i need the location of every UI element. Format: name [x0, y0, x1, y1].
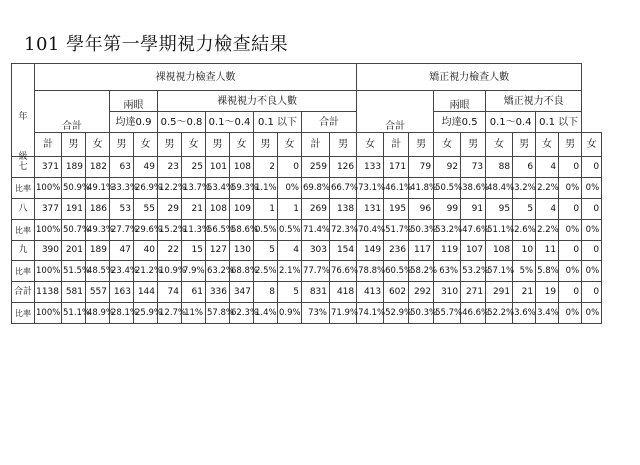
table-cell: 0	[559, 241, 582, 261]
table-cell: 189	[62, 157, 86, 178]
table-cell: 52.9%	[384, 303, 409, 324]
table-cell: 101	[206, 157, 230, 178]
table-cell: 269	[302, 199, 330, 220]
female-header: 女	[582, 133, 602, 157]
table-cell: 149	[357, 241, 384, 261]
naked-threshold-header: 均達0.9	[110, 112, 158, 133]
table-row	[12, 261, 602, 282]
table-cell: 292	[409, 282, 434, 303]
table-cell: 63	[110, 157, 134, 178]
table-cell: 77.7%	[302, 261, 330, 282]
table-cell: 138	[330, 199, 357, 220]
table-cell: 413	[357, 282, 384, 303]
table-cell: 55	[134, 199, 158, 220]
table-cell: 108	[230, 157, 254, 178]
table-cell: 1138	[35, 282, 62, 303]
table-row	[12, 220, 602, 241]
vision-results-table	[11, 63, 602, 324]
table-cell: 60.5%	[384, 261, 409, 282]
table-cell: 46.6%	[461, 303, 486, 324]
total-count-header: 計	[302, 133, 330, 157]
table-cell: 50.3%	[409, 220, 434, 241]
table-cell: 41.8%	[409, 178, 434, 199]
range-05-08-header: 0.5～0.8	[158, 112, 206, 133]
table-row	[12, 178, 602, 199]
table-cell: 336	[206, 282, 230, 303]
naked-total-header: 合計	[35, 91, 110, 133]
table-cell: 144	[134, 282, 158, 303]
table-cell: 33.3%	[110, 178, 134, 199]
table-cell: 5	[513, 199, 536, 220]
table-cell: 2.2%	[536, 178, 559, 199]
table-cell: 63.2%	[206, 261, 230, 282]
table-cell: 0%	[582, 220, 602, 241]
male-header: 男	[409, 133, 434, 157]
table-cell: 271	[461, 282, 486, 303]
table-cell: 4	[536, 199, 559, 220]
table-cell: 2.5%	[254, 261, 278, 282]
table-cell: 29	[158, 199, 182, 220]
table-cell: 11%	[182, 303, 206, 324]
female-header: 女	[536, 133, 559, 157]
table-cell: 1	[278, 199, 302, 220]
table-cell: 0%	[559, 303, 582, 324]
table-cell: 557	[86, 282, 110, 303]
corrected-range-below-01-header: 0.1 以下	[536, 112, 582, 133]
ratio-row-label: 比率	[12, 261, 35, 282]
grade-row-label: 八	[12, 199, 35, 220]
table-cell: 48.4%	[486, 178, 513, 199]
table-cell: 72.3%	[330, 220, 357, 241]
table-cell: 10.9%	[158, 261, 182, 282]
table-cell: 49.1%	[86, 178, 110, 199]
header-row-groups	[12, 64, 602, 91]
table-cell: 15.2%	[158, 220, 182, 241]
table-cell: 27.7%	[110, 220, 134, 241]
table-cell: 108	[206, 199, 230, 220]
table-cell: 55.7%	[434, 303, 461, 324]
table-cell: 74	[158, 282, 182, 303]
table-cell: 91	[461, 199, 486, 220]
naked-poor-header: 裸視視力不良人數	[158, 91, 357, 112]
table-cell: 25.9%	[134, 303, 158, 324]
table-cell: 1.1%	[254, 178, 278, 199]
table-cell: 2.6%	[513, 220, 536, 241]
table-cell: 236	[384, 241, 409, 261]
table-cell: 38.6%	[461, 178, 486, 199]
table-cell: 0%	[559, 261, 582, 282]
table-cell: 53.2%	[461, 261, 486, 282]
male-header: 男	[330, 133, 357, 157]
table-cell: 51.7%	[384, 220, 409, 241]
table-row	[12, 157, 602, 178]
table-cell: 61	[182, 282, 206, 303]
male-header: 男	[559, 133, 582, 157]
table-cell: 71.4%	[302, 220, 330, 241]
table-cell: 0	[559, 199, 582, 220]
table-cell: 23	[158, 157, 182, 178]
female-header: 女	[182, 133, 206, 157]
female-header: 女	[278, 133, 302, 157]
table-cell: 58.6%	[230, 220, 254, 241]
table-cell: 53	[110, 199, 134, 220]
table-cell: 21	[513, 282, 536, 303]
female-header: 女	[486, 133, 513, 157]
range-below-01-header: 0.1 以下	[254, 112, 302, 133]
table-row	[12, 241, 602, 261]
table-cell: 602	[384, 282, 409, 303]
corrected-poor-header: 矯正視力不良	[486, 91, 582, 112]
table-cell: 12.2%	[158, 178, 182, 199]
grade-row-label: 合計	[12, 282, 35, 303]
table-cell: 48.9%	[86, 303, 110, 324]
table-cell: 46.1%	[384, 178, 409, 199]
header-row-subgroups	[12, 91, 602, 112]
table-cell: 11	[536, 241, 559, 261]
table-cell: 0%	[559, 220, 582, 241]
table-cell: 0%	[559, 178, 582, 199]
table-cell: 259	[302, 157, 330, 178]
corrected-threshold-header: 均達0.5	[434, 112, 486, 133]
table-cell: 3.6%	[513, 303, 536, 324]
grade-header-bottom: 級	[18, 152, 28, 162]
table-cell: 49	[134, 157, 158, 178]
male-header: 男	[461, 133, 486, 157]
ratio-row-label: 比率	[12, 220, 35, 241]
table-cell: 117	[409, 241, 434, 261]
table-cell: 418	[330, 282, 357, 303]
corrected-range-01-04-header: 0.1～0.4	[486, 112, 536, 133]
table-cell: 201	[62, 241, 86, 261]
table-cell: 4	[536, 157, 559, 178]
table-cell: 56.5%	[206, 220, 230, 241]
table-cell: 95	[486, 199, 513, 220]
table-cell: 291	[486, 282, 513, 303]
table-cell: 62.3%	[230, 303, 254, 324]
table-cell: 69.8%	[302, 178, 330, 199]
table-cell: 88	[486, 157, 513, 178]
table-cell: 371	[35, 157, 62, 178]
table-cell: 0	[559, 282, 582, 303]
table-cell: 0.9%	[278, 303, 302, 324]
page-title: 101 學年第一學期視力檢查結果	[24, 34, 289, 55]
male-header: 男	[513, 133, 536, 157]
table-cell: 71.9%	[330, 303, 357, 324]
table-cell: 108	[486, 241, 513, 261]
table-cell: 109	[230, 199, 254, 220]
table-cell: 0%	[582, 303, 602, 324]
table-cell: 0%	[582, 261, 602, 282]
table-row	[12, 303, 602, 324]
table-cell: 74.1%	[357, 303, 384, 324]
table-cell: 303	[302, 241, 330, 261]
table-cell: 0	[559, 157, 582, 178]
table-cell: 73.1%	[357, 178, 384, 199]
table-cell: 29.6%	[134, 220, 158, 241]
table-cell: 79	[409, 157, 434, 178]
grade-header	[12, 64, 35, 162]
female-header: 女	[134, 133, 158, 157]
grade-header-top: 年	[18, 112, 28, 122]
female-header: 女	[230, 133, 254, 157]
male-header: 男	[62, 133, 86, 157]
table-cell: 73%	[302, 303, 330, 324]
table-cell: 12.7%	[158, 303, 182, 324]
grade-row-label: 九	[12, 241, 35, 261]
table-cell: 6	[513, 157, 536, 178]
naked-poor-total-header: 合計	[302, 112, 357, 133]
table-row	[12, 199, 602, 220]
table-cell: 119	[434, 241, 461, 261]
total-count-header: 計	[35, 133, 62, 157]
table-cell: 100%	[35, 178, 62, 199]
table-cell: 50.5%	[434, 178, 461, 199]
table-cell: 5.8%	[536, 261, 559, 282]
table-cell: 57.1%	[486, 261, 513, 282]
table-cell: 100%	[35, 261, 62, 282]
table-cell: 3.4%	[536, 303, 559, 324]
female-header: 女	[357, 133, 384, 157]
table-cell: 0.5%	[254, 220, 278, 241]
table-cell: 50.7%	[62, 220, 86, 241]
table-cell: 28.1%	[110, 303, 134, 324]
table-cell: 22	[158, 241, 182, 261]
female-header: 女	[86, 133, 110, 157]
table-cell: 126	[330, 157, 357, 178]
table-cell: 25	[182, 157, 206, 178]
table-cell: 5	[254, 241, 278, 261]
table-cell: 195	[384, 199, 409, 220]
corrected-total-header: 合計	[357, 91, 434, 133]
table-cell: 0	[582, 282, 602, 303]
table-cell: 0	[582, 199, 602, 220]
table-cell: 19	[536, 282, 559, 303]
table-cell: 163	[110, 282, 134, 303]
table-cell: 15	[182, 241, 206, 261]
corrected-vision-group-header: 矯正視力檢查人數	[357, 64, 582, 91]
table-cell: 186	[86, 199, 110, 220]
table-cell: 154	[330, 241, 357, 261]
table-cell: 40	[134, 241, 158, 261]
ratio-row-label: 比率	[12, 303, 35, 324]
table-cell: 66.7%	[330, 178, 357, 199]
ratio-row-label: 比率	[12, 178, 35, 199]
table-cell: 100%	[35, 303, 62, 324]
table-cell: 171	[384, 157, 409, 178]
table-cell: 133	[357, 157, 384, 178]
table-cell: 21	[182, 199, 206, 220]
male-header: 男	[158, 133, 182, 157]
table-cell: 47	[110, 241, 134, 261]
table-cell: 50.9%	[62, 178, 86, 199]
table-cell: 131	[357, 199, 384, 220]
table-cell: 52.2%	[486, 303, 513, 324]
naked-vision-group-header: 裸視視力檢查人數	[35, 64, 357, 91]
table-cell: 347	[230, 282, 254, 303]
table-cell: 3.2%	[513, 178, 536, 199]
table-cell: 100%	[35, 220, 62, 241]
table-cell: 23.4%	[110, 261, 134, 282]
table-cell: 21.2%	[134, 261, 158, 282]
female-header: 女	[434, 133, 461, 157]
table-cell: 390	[35, 241, 62, 261]
table-cell: 49.3%	[86, 220, 110, 241]
table-cell: 70.4%	[357, 220, 384, 241]
table-cell: 48.5%	[86, 261, 110, 282]
total-count-header: 計	[384, 133, 409, 157]
table-cell: 107	[461, 241, 486, 261]
table-cell: 182	[86, 157, 110, 178]
male-header: 男	[110, 133, 134, 157]
table-cell: 68.8%	[230, 261, 254, 282]
table-cell: 59.3%	[230, 178, 254, 199]
table-cell: 1	[254, 199, 278, 220]
grade-row-label: 七	[12, 157, 35, 178]
table-cell: 78.8%	[357, 261, 384, 282]
table-cell: 4	[278, 241, 302, 261]
table-cell: 191	[62, 199, 86, 220]
table-cell: 26.9%	[134, 178, 158, 199]
table-cell: 99	[434, 199, 461, 220]
table-cell: 73	[461, 157, 486, 178]
table-cell: 0%	[582, 178, 602, 199]
table-cell: 189	[86, 241, 110, 261]
table-cell: 5	[278, 282, 302, 303]
table-cell: 58.2%	[409, 261, 434, 282]
header-row-gender	[12, 133, 602, 157]
table-cell: 76.6%	[330, 261, 357, 282]
table-cell: 310	[434, 282, 461, 303]
table-cell: 7.9%	[182, 261, 206, 282]
naked-both-eyes-header: 兩眼	[110, 91, 158, 112]
table-cell: 53.4%	[206, 178, 230, 199]
male-header: 男	[206, 133, 230, 157]
table-cell: 831	[302, 282, 330, 303]
table-cell: 127	[206, 241, 230, 261]
table-cell: 2.1%	[278, 261, 302, 282]
range-01-04-header: 0.1～0.4	[206, 112, 254, 133]
table-cell: 51.1%	[486, 220, 513, 241]
table-cell: 47.6%	[461, 220, 486, 241]
table-cell: 96	[409, 199, 434, 220]
table-cell: 53.2%	[434, 220, 461, 241]
table-cell: 0	[278, 157, 302, 178]
table-cell: 11.3%	[182, 220, 206, 241]
corrected-both-eyes-header: 兩眼	[434, 91, 486, 112]
table-cell: 0.5%	[278, 220, 302, 241]
table-row	[12, 282, 602, 303]
table-cell: 63%	[434, 261, 461, 282]
table-cell: 92	[434, 157, 461, 178]
table-cell: 51.5%	[62, 261, 86, 282]
table-cell: 2	[254, 157, 278, 178]
table-cell: 50.3%	[409, 303, 434, 324]
table-cell: 1.4%	[254, 303, 278, 324]
table-cell: 51.1%	[62, 303, 86, 324]
table-cell: 5%	[513, 261, 536, 282]
table-cell: 57.8%	[206, 303, 230, 324]
table-cell: 0	[582, 241, 602, 261]
table-cell: 0%	[278, 178, 302, 199]
table-cell: 10	[513, 241, 536, 261]
table-cell: 2.2%	[536, 220, 559, 241]
table-cell: 13.7%	[182, 178, 206, 199]
table-cell: 0	[582, 157, 602, 178]
table-cell: 581	[62, 282, 86, 303]
male-header: 男	[254, 133, 278, 157]
table-cell: 377	[35, 199, 62, 220]
table-cell: 130	[230, 241, 254, 261]
table-cell: 8	[254, 282, 278, 303]
